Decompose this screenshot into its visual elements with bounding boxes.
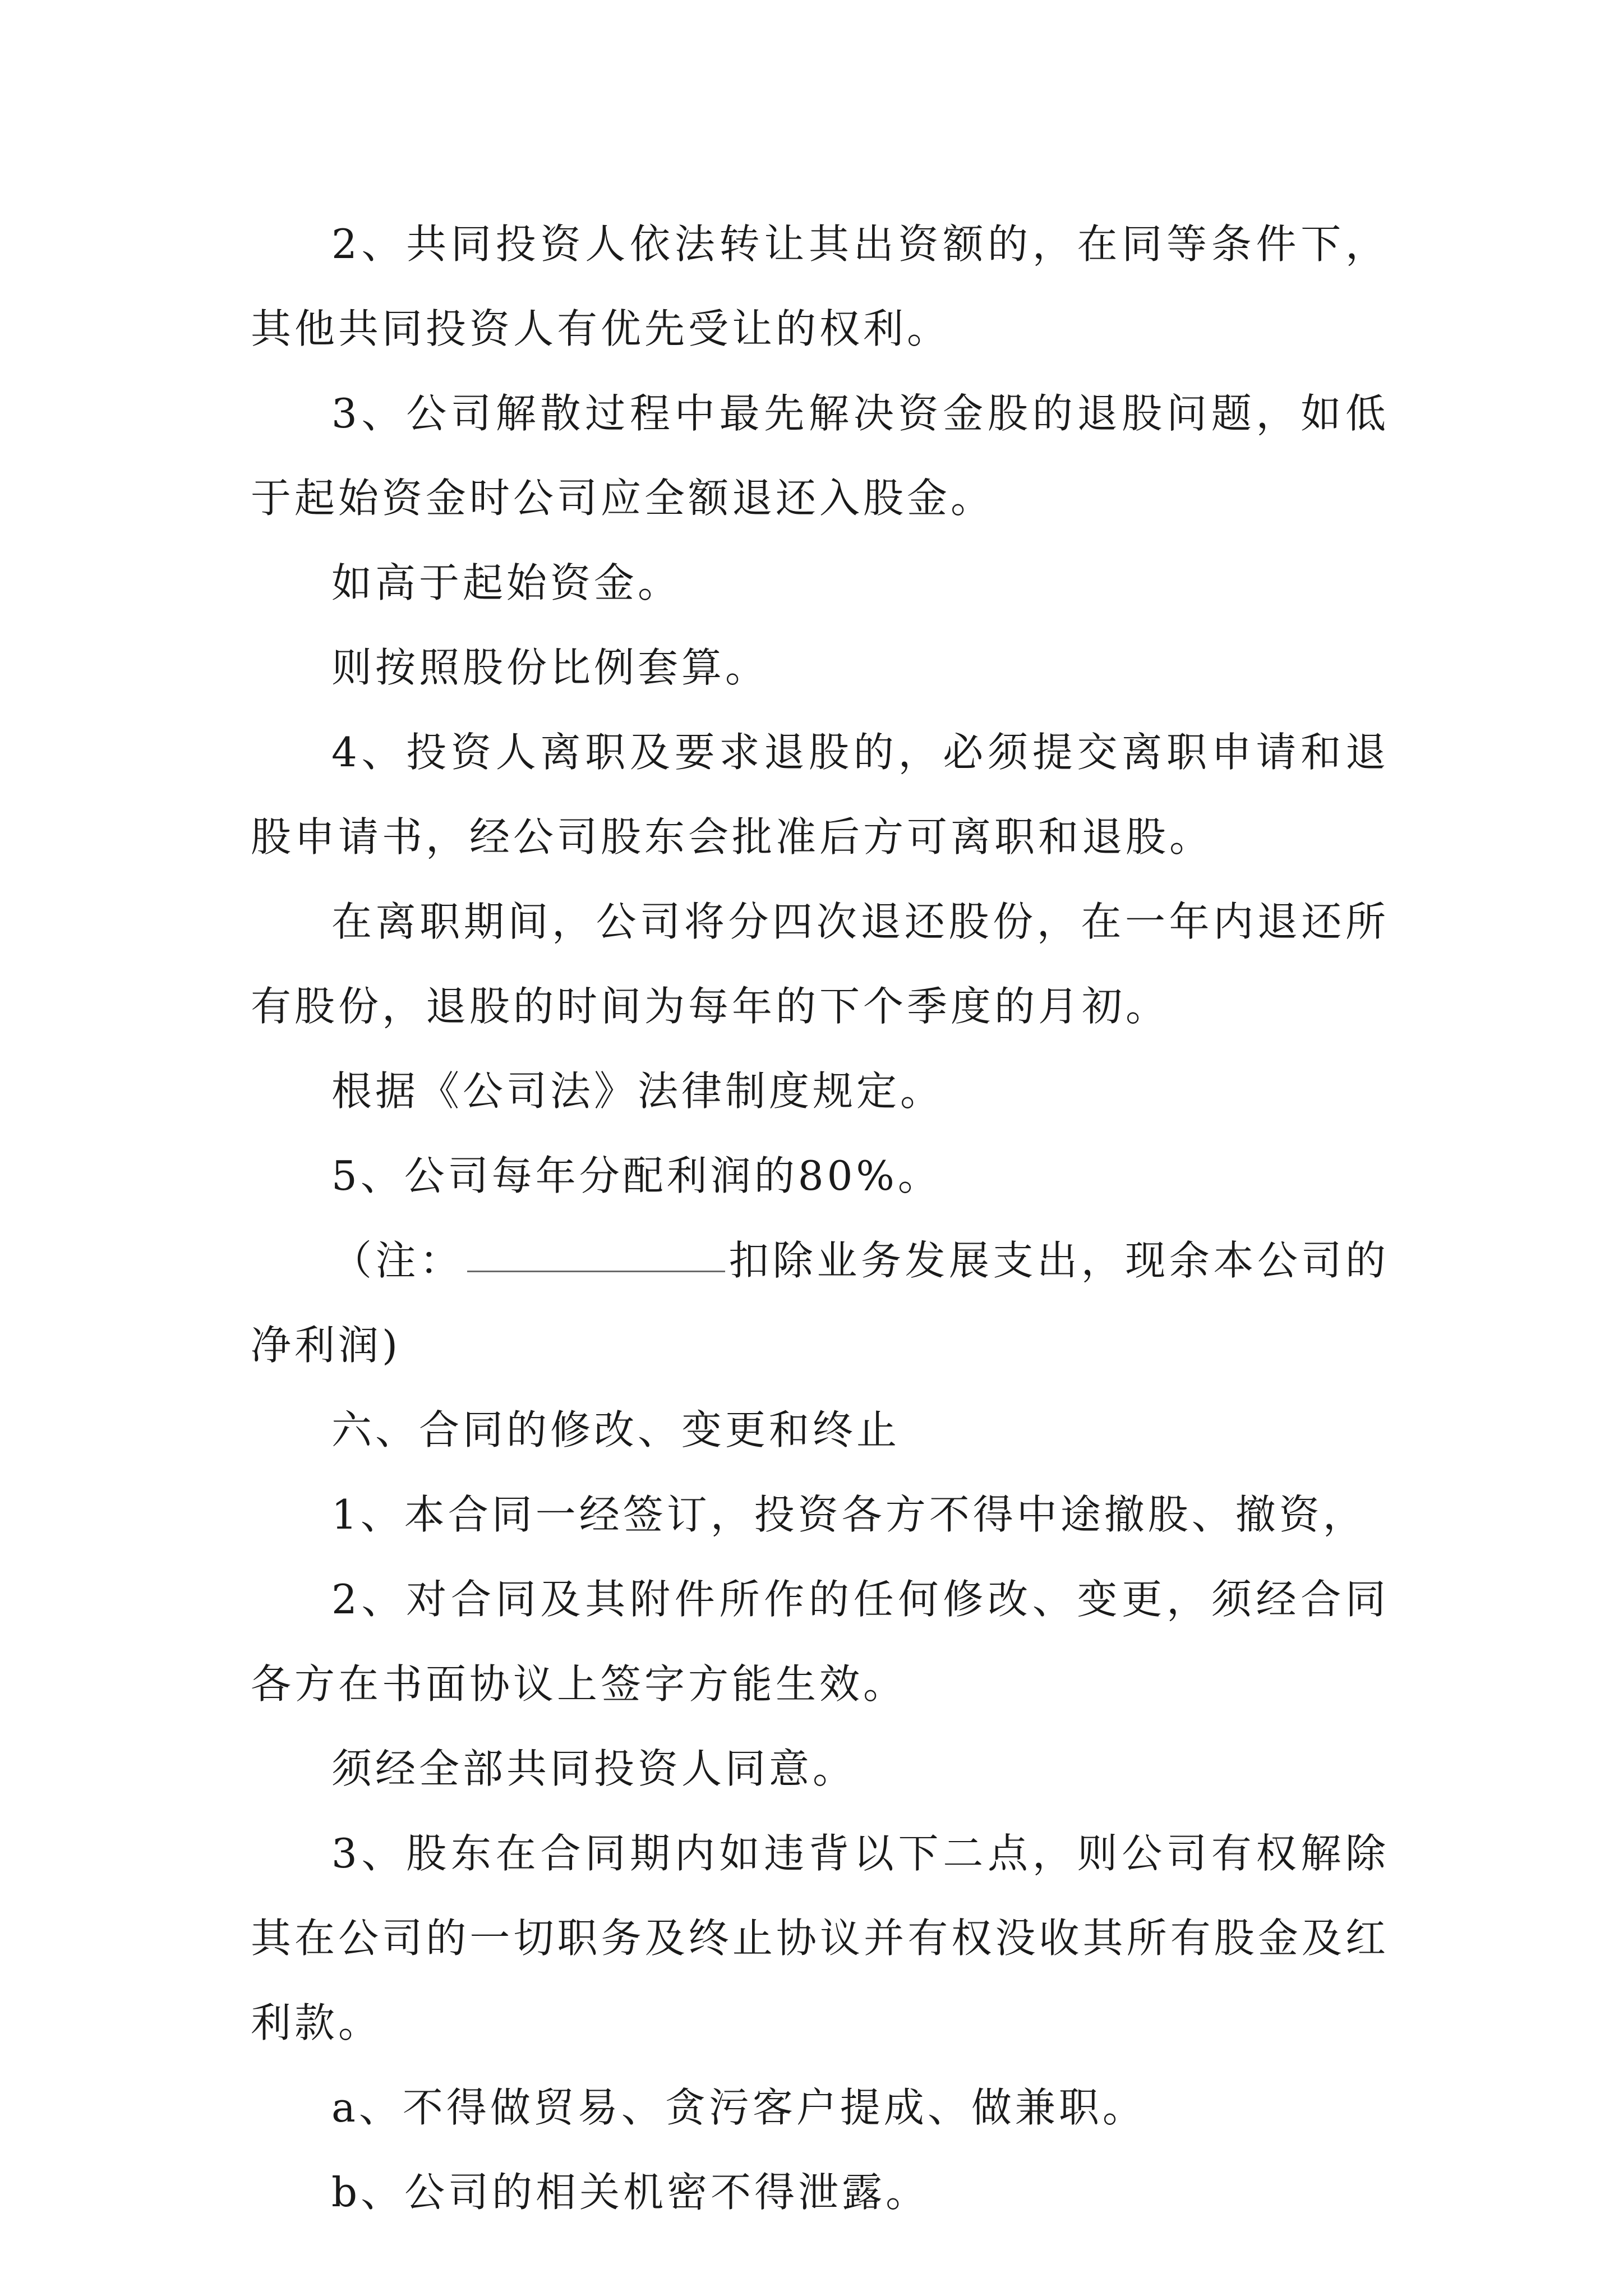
paragraph-proportional: 则按照股份比例套算。	[331, 644, 769, 691]
paragraph-amendments: 2、对合同及其附件所作的任何修改、变更，须经合同各方在书面协议上签字方能生效。	[251, 1576, 1389, 1708]
paragraph-dissolution: 3、公司解散过程中最先解决资金股的退股问题，如低于起始资金时公司应全额退还入股金。	[251, 390, 1389, 522]
paragraph-company-law: 根据《公司法》法律制度规定。	[331, 1068, 944, 1115]
paragraph-above-capital: 如高于起始资金。	[331, 559, 682, 606]
paragraph-profit-distribution: 5、公司每年分配利润的80%。	[331, 1152, 942, 1199]
section-heading-contract-changes: 六、合同的修改、变更和终止	[331, 1406, 901, 1453]
note-prefix: （注：	[331, 1237, 464, 1284]
paragraph-share-transfer: 2、共同投资人依法转让其出资额的，在同等条件下，其他共同投资人有优先受让的权利。	[251, 220, 1389, 352]
paragraph-rule-b: b、公司的相关机密不得泄露。	[331, 2169, 930, 2216]
paragraph-unanimous-consent: 须经全部共同投资人同意。	[331, 1745, 857, 1792]
paragraph-termination-rights: 3、股东在合同期内如违背以下二点，则公司有权解除其在公司的一切职务及终止协议并有权没收其所有股金及红利款。	[251, 1830, 1389, 2046]
document-body	[251, 202, 1389, 2235]
paragraph-no-withdrawal: 1、本合同一经签订，投资各方不得中途撤股、撤资，	[331, 1491, 1367, 1538]
paragraph-rule-a: a、不得做贸易、贪污客户提成、做兼职。	[331, 2084, 1146, 2131]
paragraph-resignation: 4、投资人离职及要求退股的，必须提交离职申请和退股申请书，经公司股东会批准后方可离职和退股。	[251, 729, 1389, 861]
paragraph-note	[251, 1218, 1389, 1388]
paragraph-refund-schedule: 在离职期间，公司将分四次退还股份，在一年内退还所有股份，退股的时间为每年的下个季度的月初。	[251, 898, 1389, 1030]
fill-in-blank	[467, 1270, 725, 1272]
note-suffix: 扣除业务发展支出，现余本公司的净利润)	[251, 1237, 1389, 1369]
